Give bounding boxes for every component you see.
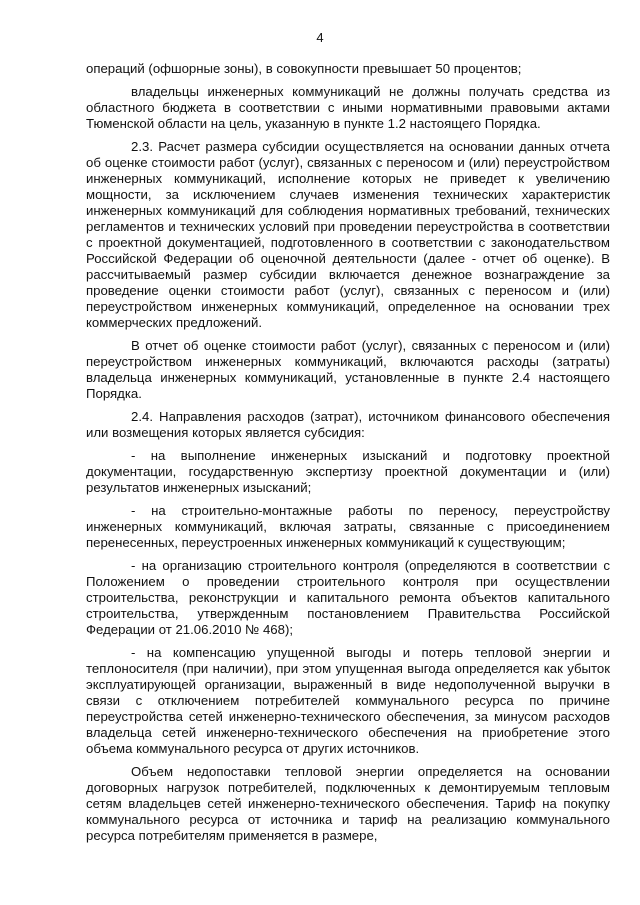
document-body <box>86 61 610 851</box>
list-item-engineering-surveys: - на выполнение инженерных изысканий и подготовку проектной документации, государственную экспертизу проектной документации и (или) результатов инженерных изысканий; <box>86 448 610 495</box>
paragraph-2-3: 2.3. Расчет размера субсидии осуществляется на основании данных отчета об оценке стоимости работ (услуг), связанных с переносом и (или) переустройством инженерных коммуникаций, исполнение которых не приведет к увеличению мощности, за исключением случаев изменения технических характеристик инженерных коммуникаций для соблюдения нормативных требований, технических регламентов и технических условий при проведении переустройства в соответствии с проектной документацией, подготовленного в соответствии с законодательством Российской Федерации об оценочной деятельности (далее - отчет об оценке). В рассчитываемый размер субсидии включается денежное вознаграждение за проведение оценки стоимости работ (услуг), связанных с переносом и (или) переустройством инженерных коммуникаций, определенное на основании трех коммерческих предложений. <box>86 139 610 330</box>
paragraph-heat-energy-volume: Объем недопоставки тепловой энергии определяется на основании договорных нагрузок потребителей, подключенных к демонтируемым тепловым сетям владельцев сетей инженерно-технического обеспечения. Тариф на покупку коммунального ресурса от источника и тариф на реализацию коммунального ресурса потребителям применяется в размере, <box>86 764 610 843</box>
list-item-lost-profit-compensation: - на компенсацию упущенной выгоды и потерь тепловой энергии и теплоносителя (при наличии), при этом упущенная выгода определяется как убыток эксплуатирующей организации, выраженный в виде недополученной выручки в связи с отключением потребителей коммунального ресурса по причине переустройства сетей инженерно-технического обеспечения, за минусом расходов владельца сетей инженерно-технического обеспечения на приобретение этого объема коммунального ресурса от других источников. <box>86 645 610 756</box>
paragraph-continuation: операций (офшорные зоны), в совокупности превышает 50 процентов; <box>86 61 522 76</box>
paragraph-2-4: 2.4. Направления расходов (затрат), источником финансового обеспечения или возмещения которых является субсидия: <box>86 409 610 440</box>
list-item-construction-works: - на строительно-монтажные работы по переносу, переустройству инженерных коммуникаций, включая затраты, связанные с присоединением перенесенных, переустроенных инженерных коммуникаций к существующим; <box>86 503 610 550</box>
paragraph-valuation-report: В отчет об оценке стоимости работ (услуг), связанных с переносом и (или) переустройством инженерных коммуникаций, включаются расходы (затраты) владельца инженерных коммуникаций, установленные в пункте 2.4 настоящего Порядка. <box>86 338 610 401</box>
paragraph-budget-condition: владельцы инженерных коммуникаций не должны получать средства из областного бюджета в соответствии с иными нормативными правовыми актами Тюменской области на цель, указанную в пункте 1.2 настоящего Порядка. <box>86 84 610 131</box>
list-item-construction-control: - на организацию строительного контроля (определяются в соответствии с Положением о проведении строительного контроля при осуществлении строительства, реконструкции и капитального ремонта объектов капитального строительства, утвержденным постановлением Правительства Российской Федерации от 21.06.2010 № 468); <box>86 558 610 637</box>
page-number: 4 <box>316 30 324 45</box>
